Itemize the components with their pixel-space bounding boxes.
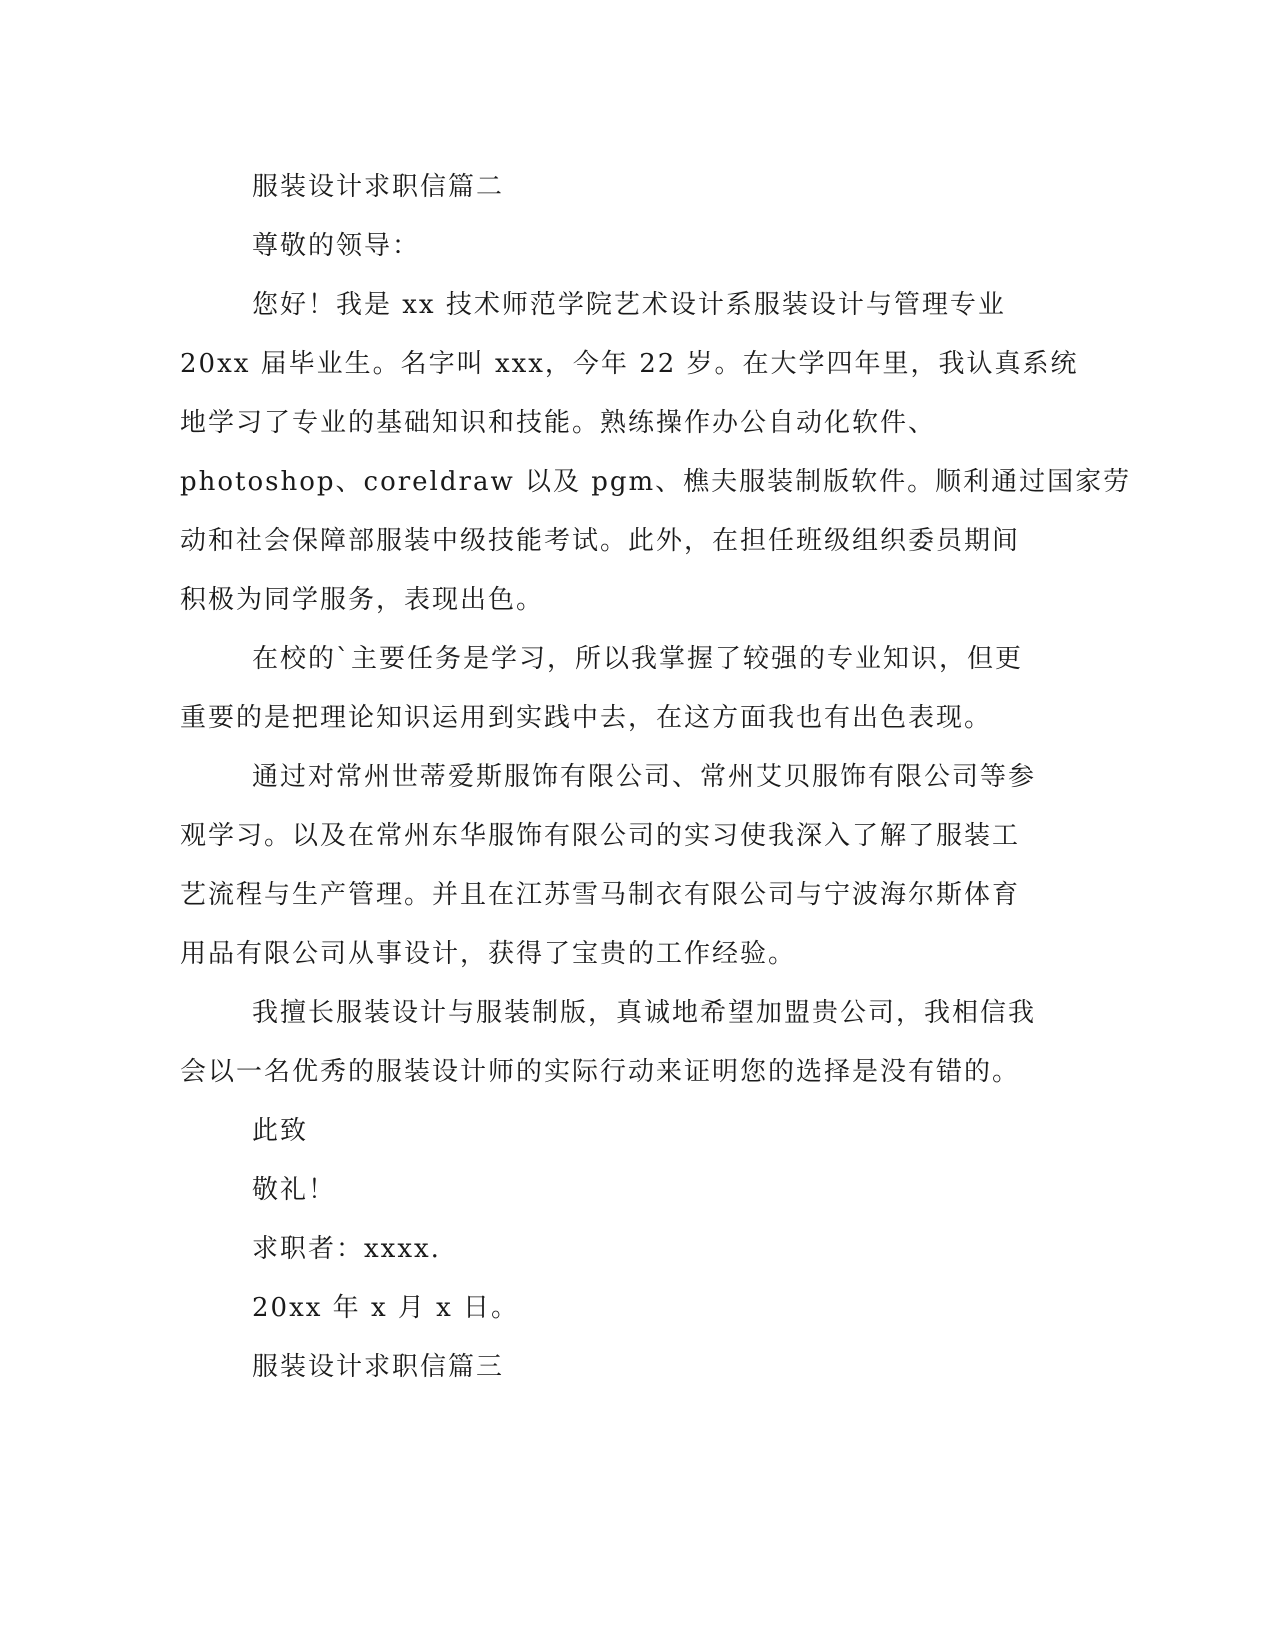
- paragraph-line: 您好！我是 xx 技术师范学院艺术设计系服装设计与管理专业: [252, 290, 1006, 320]
- paragraph-line: 我擅长服装设计与服装制版，真诚地希望加盟贵公司，我相信我: [252, 998, 1037, 1028]
- letter-body: [180, 158, 1132, 1397]
- paragraph-line: 艺流程与生产管理。并且在江苏雪马制衣有限公司与宁波海尔斯体育: [180, 880, 1021, 910]
- paragraph-line: 会以一名优秀的服装设计师的实际行动来证明您的选择是没有错的。: [180, 1057, 1021, 1087]
- paragraph-line: 通过对常州世蒂爱斯服饰有限公司、常州艾贝服饰有限公司等参: [252, 762, 1037, 792]
- paragraph-line: photoshop、coreldraw 以及 pgm、樵夫服装制版软件。顺利通过国家劳: [180, 467, 1132, 497]
- signature: 求职者：xxxx.: [252, 1234, 441, 1264]
- date: 20xx 年 x 月 x 日。: [252, 1293, 520, 1323]
- paragraph-line: 积极为同学服务，表现出色。: [180, 585, 545, 615]
- paragraph-line: 动和社会保障部服装中级技能考试。此外，在担任班级组织委员期间: [180, 526, 1021, 556]
- paragraph-line: 在校的`主要任务是学习，所以我掌握了较强的专业知识，但更: [252, 644, 1024, 674]
- paragraph-line: 观学习。以及在常州东华服饰有限公司的实习使我深入了解了服装工: [180, 821, 1021, 851]
- paragraph-line: 用品有限公司从事设计，获得了宝贵的工作经验。: [180, 939, 797, 969]
- paragraph-line: 重要的是把理论知识运用到实践中去，在这方面我也有出色表现。: [180, 703, 993, 733]
- salutation: 尊敬的领导：: [252, 231, 421, 261]
- closing-line: 敬礼！: [252, 1175, 337, 1205]
- closing-line: 此致: [252, 1116, 309, 1146]
- paragraph-line: 20xx 届毕业生。名字叫 xxx，今年 22 岁。在大学四年里，我认真系统: [180, 349, 1079, 379]
- section-heading: 服装设计求职信篇三: [252, 1352, 505, 1382]
- section-heading: 服装设计求职信篇二: [252, 172, 505, 202]
- paragraph-line: 地学习了专业的基础知识和技能。熟练操作办公自动化软件、: [180, 408, 937, 438]
